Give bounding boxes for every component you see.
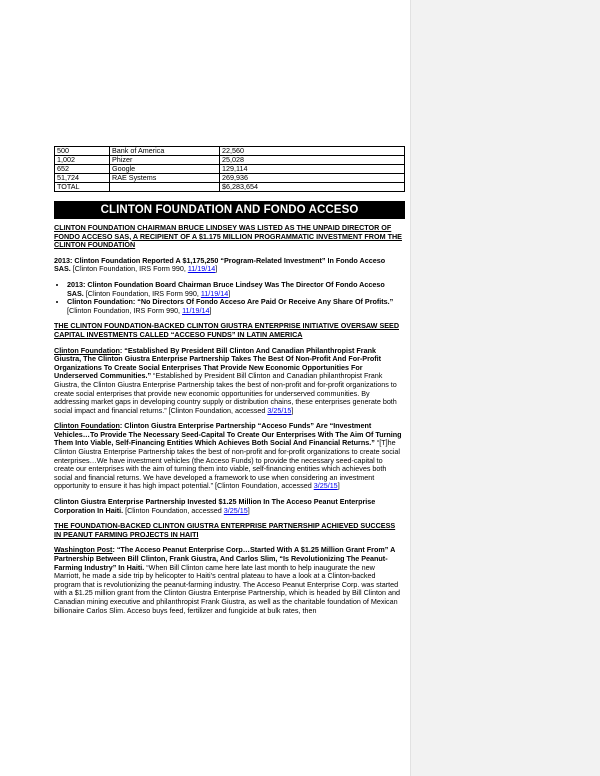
section-heading-peanut-farming: THE FOUNDATION-BACKED CLINTON GIUSTRA ENTERPRISE PARTNERSHIP ACHIEVED SUCCESS IN PEANUT FARMING PROJECTS IN HAITI xyxy=(54,521,396,539)
bold-claim: “Established By President Bill Clinton And Canadian Philanthropist Frank Giustra, The Clinton Giustra Enterprise Partnership Takes The Best Of Non-Profit And For-Profit Organizations To Create Social Enterprises That Provide New Economic Opportunities For Underserved Communities.” xyxy=(54,345,382,381)
bold-claim: 2013: Clinton Foundation Reported A $1,175,250 “Program-Related Investment” In Fondo Acceso SAS. xyxy=(54,255,386,274)
table-cell-company: Bank of America xyxy=(110,147,220,156)
colon: : xyxy=(119,345,125,355)
quote-text: “When Bill Clinton came here late last month to help inaugurate the new Marriott, he made a side trip by helicopter to Haiti’s central plateau to have a look at a Clinton-backed program that is revolutionizing the peanut-farming industry. The Acceso Peanut Enterprise Corp. was started with a $1.25 million grant from the Clinton Giustra Enterprise Partnership, which is headed by Bill Clinton and Canadian mining executive and philanthropist Frank Giustra, as well as the charitable foundation of Mexican billionaire Carlos Slim. Acceso buys feed, fertilizer and fungicide at bulk rates, then xyxy=(54,562,400,615)
bold-claim: Clinton Giustra Enterprise Partnership Invested $1.25 Million In The Acceso Peanut Enterprise Corporation In Haiti. xyxy=(54,497,376,515)
citation-end: ] xyxy=(228,288,231,298)
table-row xyxy=(55,183,405,192)
paragraph-program-investment xyxy=(54,257,403,274)
table-cell-company xyxy=(110,183,220,192)
citation-end: ] xyxy=(337,481,340,491)
paragraph-washington-post xyxy=(54,546,403,615)
bold-claim: 2013: Clinton Foundation Board Chairman Bruce Lindsey Was The Director Of Fondo Acceso SAS. xyxy=(67,279,385,298)
source-link[interactable]: 11/19/14 xyxy=(200,288,229,298)
table-cell-shares: 652 xyxy=(55,165,110,174)
table-cell-value: 25,028 xyxy=(220,156,405,165)
source-link[interactable]: 3/25/15 xyxy=(223,505,248,515)
citation: [Clinton Foundation, IRS Form 990, xyxy=(70,264,188,274)
table-cell-value: 129,114 xyxy=(220,165,405,174)
paragraph-peanut-investment xyxy=(54,498,403,515)
quote-text: “Established by President Bill Clinton and Canadian philanthropist Frank Giustra, the Clinton Giustra Enterprise Partnership takes the best of non-profit and for-profit organizations to create social enterprises that provide new economic opportunities for underserved communities. By addressing market gaps in developing country supply or distribution chains, these enterprises generate both social impact and financial returns.” [Clinton Foundation, accessed xyxy=(54,371,397,415)
paragraph-acceso-funds xyxy=(54,422,403,491)
bold-claim: “The Acceso Peanut Enterprise Corp…Started With A $1.25 Million Grant From” A Partnership Between Bill Clinton, Frank Giustra, And Carlos Slim, “Is Revolutionizing The Peanut-Farming Industry” In Haiti. xyxy=(54,545,395,572)
table-cell-value: 269,936 xyxy=(220,174,405,183)
bold-claim: Clinton Foundation: “No Directors Of Fondo Acceso Are Paid Or Receive Any Share Of Profits.” xyxy=(67,297,394,307)
table-cell-value: 22,560 xyxy=(220,147,405,156)
citation-end: ] xyxy=(215,264,218,274)
source-name: Clinton Foundation xyxy=(54,345,120,355)
table-cell-value: $6,283,654 xyxy=(220,183,405,192)
table-cell-company: Google xyxy=(110,165,220,174)
citation: [Clinton Foundation, IRS Form 990, xyxy=(67,305,183,315)
colon: : xyxy=(112,545,117,555)
quote-text: “[T]he Clinton Giustra Enterprise Partnership takes the best of non-profit and for-profit organizations to create social enterprises…We have investment vehicles (the Acceso Funds) to provide the necessary seed-capital to create our enterprises with the aim of turning them into viable, self-financing entities which achieves both social and financial returns. We have developed a framework to use when considering an investment opportunity to ensure it has high impact potential.” [Clinton Foundation, accessed xyxy=(54,438,400,491)
source-link[interactable]: 11/19/14 xyxy=(182,305,210,315)
source-name: Washington Post xyxy=(54,545,113,555)
citation: [Clinton Foundation, accessed xyxy=(123,505,224,515)
bold-claim: Clinton Giustra Enterprise Partnership “Acceso Funds” Are “Investment Vehicles…To Provide The Necessary Seed-Capital To Create Our Enterprises With The Aim Of Turning Them Into Viable, Self-Financing Entities Which Achieves Both Social And Financial Returns.” xyxy=(54,421,402,448)
table-cell-company: RAE Systems xyxy=(110,174,220,183)
source-link[interactable]: 3/25/15 xyxy=(313,481,338,491)
table-cell-shares: TOTAL xyxy=(55,183,110,192)
table-cell-shares: 500 xyxy=(55,147,110,156)
document-body xyxy=(54,224,403,622)
source-link[interactable]: 3/25/15 xyxy=(267,405,292,415)
paragraph-enterprise-partnership xyxy=(54,347,403,416)
table-cell-shares: 51,724 xyxy=(55,174,110,183)
citation: [Clinton Foundation, IRS Form 990, xyxy=(83,288,201,298)
bullet-item xyxy=(67,298,403,315)
section-heading-acceso-funds: THE CLINTON FOUNDATION-BACKED CLINTON GIUSTRA ENTERPRISE INITIATIVE OVERSAW SEED CAPITAL INVESTMENTS CALLED “ACCESO FUNDS” IN LATIN AMERICA xyxy=(54,321,400,339)
citation-end: ] xyxy=(209,305,212,315)
section-heading-lindsey: CLINTON FOUNDATION CHAIRMAN BRUCE LINDSEY WAS LISTED AS THE UNPAID DIRECTOR OF FONDO ACCESO SAS, A RECIPIENT OF A $1.175 MILLION PROGRAMMATIC INVESTMENT FROM THE CLINTON FOUNDATION xyxy=(54,223,402,250)
source-link[interactable]: 11/19/14 xyxy=(187,264,216,274)
comment-pane xyxy=(410,0,600,776)
bullet-list xyxy=(54,281,403,315)
citation-end: ] xyxy=(291,405,294,415)
source-name: Clinton Foundation xyxy=(54,421,120,431)
table-cell-shares: 1,002 xyxy=(55,156,110,165)
bullet-item xyxy=(67,281,403,298)
citation-end: ] xyxy=(247,505,250,515)
table-cell-company: Phizer xyxy=(110,156,220,165)
holdings-table xyxy=(54,146,405,192)
colon: : xyxy=(119,421,125,431)
section-banner: CLINTON FOUNDATION AND FONDO ACCESO xyxy=(54,201,405,219)
